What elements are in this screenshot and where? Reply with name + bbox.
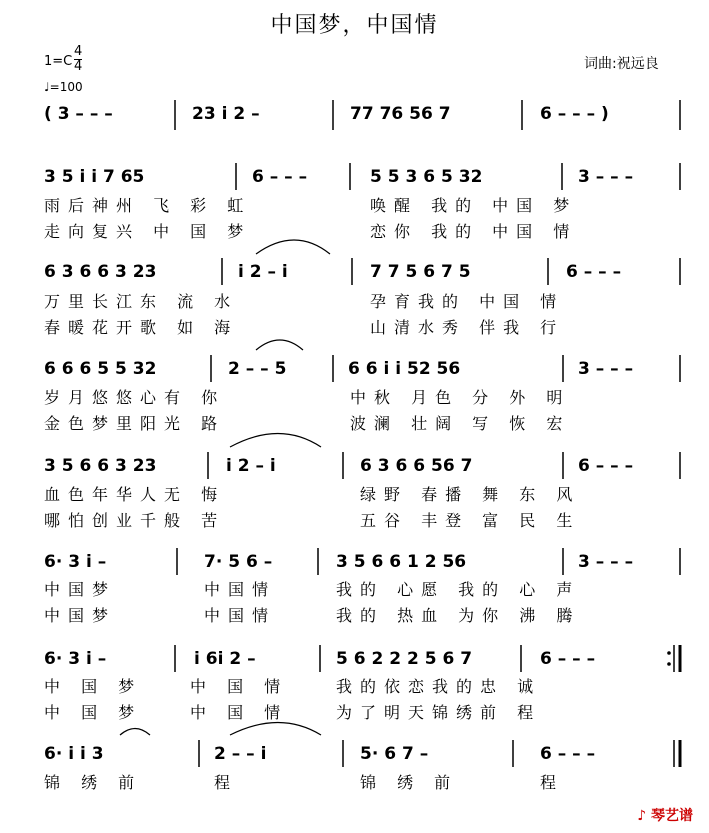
lyric-line: 中 国 情 xyxy=(190,703,289,722)
notes-measure: 2 – – i xyxy=(214,744,267,764)
lyric-line: 中国梦 xyxy=(44,580,117,599)
lyric-line: 五谷 丰登 富 民 生 xyxy=(360,511,581,530)
lyric-line: 我的 热血 为你 沸 腾 xyxy=(336,606,581,625)
notes-measure: 3 5 i i 7 65 xyxy=(44,167,145,187)
notes-measure: 7 7 5 6 7 5 xyxy=(370,262,471,282)
intro-measure: 77 76 56 7 xyxy=(350,104,451,124)
lyric-line: 唤醒 我的 中国 梦 xyxy=(370,196,578,215)
lyric-line: 中 国 梦 xyxy=(44,677,143,696)
notes-measure: 5 6 2 2 2 5 6 7 xyxy=(336,649,473,669)
lyric-line: 雨后神州 飞 彩 虹 xyxy=(44,196,252,215)
key-signature: 1=C xyxy=(44,54,73,69)
intro-measure: ( 3 – – – xyxy=(44,104,113,124)
lyric-line: 中国梦 xyxy=(44,606,117,625)
lyric-line: 我的依恋我的忠 诚 xyxy=(336,677,542,696)
notes-measure: 6 6 i i 52 56 xyxy=(348,359,461,379)
tempo-marking: ♩=100 xyxy=(44,80,83,94)
lyric-line: 孕育我的 中国 情 xyxy=(370,292,565,311)
notes-measure: 6 3 6 6 3 23 xyxy=(44,262,157,282)
notes-measure: 6 – – – xyxy=(578,456,634,476)
notes-measure: 6 – – – xyxy=(566,262,622,282)
tempo-value: =100 xyxy=(49,80,83,94)
lyric-line: 中 国 梦 xyxy=(44,703,143,722)
lyric-line: 春暖花开歌 如 海 xyxy=(44,318,239,337)
lyric-line: 中 国 情 xyxy=(190,677,289,696)
notes-measure: 6· i i 3 xyxy=(44,744,104,764)
lyric-line: 中秋 月色 分 外 明 xyxy=(350,388,571,407)
lyric-line: 金色梦里阳光 路 xyxy=(44,414,226,433)
notes-measure: 5 5 3 6 5 32 xyxy=(370,167,483,187)
lyric-line: 血色年华人无 悔 xyxy=(44,485,226,504)
notes-measure: i 6i 2 – xyxy=(194,649,256,669)
notes-measure: 6· 3 i – xyxy=(44,649,107,669)
lyric-line: 恋你 我的 中国 情 xyxy=(370,222,578,241)
notes-measure: 6 6 6 5 5 32 xyxy=(44,359,157,379)
lyric-line: 锦 绣 前 xyxy=(44,773,143,792)
notes-measure: 3 – – – xyxy=(578,552,634,572)
notes-measure: 2 – – 5 xyxy=(228,359,287,379)
lyric-line: 锦 绣 前 xyxy=(360,773,459,792)
intro-measure: 6 – – – ) xyxy=(540,104,609,124)
notes-measure: 5· 6 7 – xyxy=(360,744,429,764)
notes-measure: 7· 5 6 – xyxy=(204,552,273,572)
notes-measure: 3 5 6 6 3 23 xyxy=(44,456,157,476)
lyric-line: 程 xyxy=(214,773,239,792)
lyric-line: 万里长江东 流 水 xyxy=(44,292,239,311)
notes-measure: 6 – – – xyxy=(540,744,596,764)
site-logo xyxy=(637,805,693,825)
time-sig-bottom: 4 xyxy=(74,59,83,74)
lyric-line: 哪怕创业千般 苦 xyxy=(44,511,226,530)
lyric-line: 绿野 春播 舞 东 风 xyxy=(360,485,581,504)
lyric-line: 岁月悠悠心有 你 xyxy=(44,388,226,407)
author-credit: 词曲:祝远良 xyxy=(584,56,659,72)
logo-text: 琴艺谱 xyxy=(651,808,693,824)
intro-measure: 23 i 2 – xyxy=(192,104,260,124)
lyric-line: 中国情 xyxy=(204,606,277,625)
lyric-line: 中国情 xyxy=(204,580,277,599)
lyric-line: 程 xyxy=(540,773,565,792)
time-sig-top: 4 xyxy=(74,44,83,59)
lyric-line: 山清水秀 伴我 行 xyxy=(370,318,565,337)
lyric-line: 波澜 壮阔 写 恢 宏 xyxy=(350,414,571,433)
notes-measure: i 2 – i xyxy=(226,456,276,476)
lyric-line: 走向复兴 中 国 梦 xyxy=(44,222,252,241)
notes-measure: 3 – – – xyxy=(578,359,634,379)
notes-measure: i 2 – i xyxy=(238,262,288,282)
notes-measure: 6 – – – xyxy=(540,649,596,669)
logo-icon: ♪ xyxy=(637,808,647,824)
notes-measure: 3 5 6 6 1 2 56 xyxy=(336,552,467,572)
song-title: 中国梦，中国情 xyxy=(270,13,439,38)
notes-measure: 6· 3 i – xyxy=(44,552,107,572)
notes-measure: 6 – – – xyxy=(252,167,308,187)
lyric-line: 我的 心愿 我的 心 声 xyxy=(336,580,581,599)
lyric-line: 为了明天锦绣前 程 xyxy=(336,703,542,722)
notes-measure: 3 – – – xyxy=(578,167,634,187)
notes-measure: 6 3 6 6 56 7 xyxy=(360,456,473,476)
